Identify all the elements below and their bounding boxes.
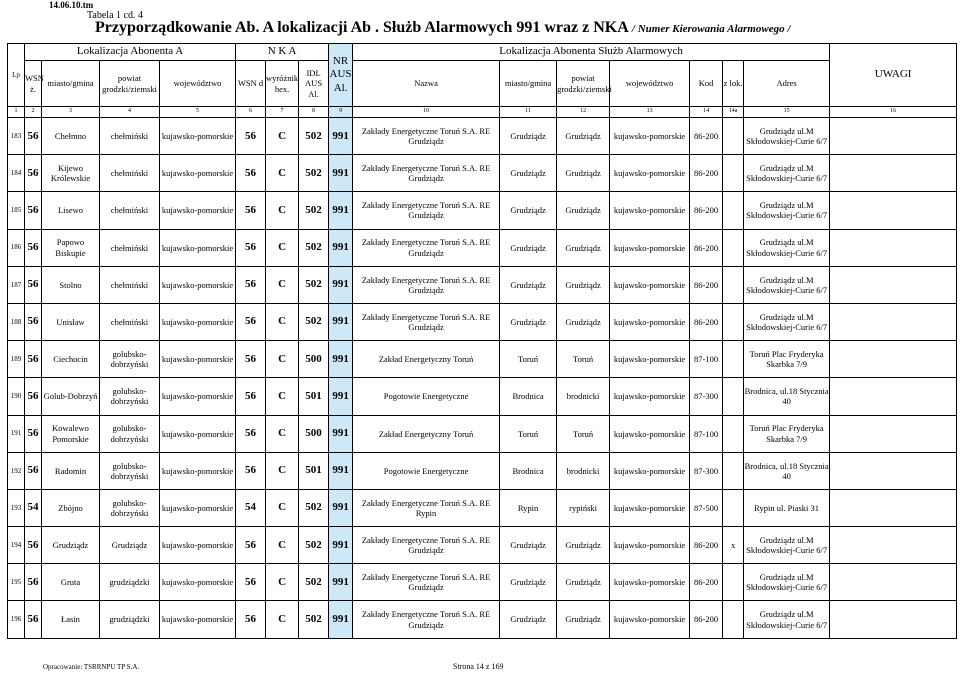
- cell-lp: 194: [8, 527, 25, 564]
- footer-author: Opracowanie: TSRRNPU TP S.A.: [43, 663, 140, 671]
- cell-miasto: Radomin: [42, 452, 100, 489]
- cell-wsn-d: 56: [236, 527, 266, 564]
- cell-wsn-z: 56: [25, 415, 42, 452]
- cell-miasto2: Grudziądz: [500, 564, 557, 601]
- cell-miasto: Ciechocin: [42, 341, 100, 378]
- cell-nr-aus: 991: [329, 118, 353, 155]
- cell-lp: 193: [8, 489, 25, 526]
- header-nazwa: Nazwa: [353, 61, 500, 107]
- cell-wojewodztwo: kujawsko-pomorskie: [160, 341, 236, 378]
- cell-miasto2: Brodnica: [500, 378, 557, 415]
- cell-miasto2: Grudziądz: [500, 118, 557, 155]
- column-number: 14: [690, 107, 723, 118]
- cell-wojewodztwo2: kujawsko-pomorskie: [610, 564, 690, 601]
- cell-wsn-d: 56: [236, 303, 266, 340]
- column-number: 11: [500, 107, 557, 118]
- cell-nr-aus: 991: [329, 303, 353, 340]
- cell-nr-aus: 991: [329, 266, 353, 303]
- cell-wsn-d: 56: [236, 229, 266, 266]
- cell-nr-aus: 991: [329, 378, 353, 415]
- cell-adres: Grudziądz ul.M Skłodowskiej-Curie 6/7: [744, 601, 830, 638]
- cell-lp: 186: [8, 229, 25, 266]
- cell-miasto: Chełmno: [42, 118, 100, 155]
- cell-kod: 86-200: [690, 266, 723, 303]
- table-label: Tabela 1 cd. 4: [87, 10, 143, 21]
- cell-wsn-z: 56: [25, 229, 42, 266]
- cell-powiat: golubsko-dobrzyński: [100, 341, 160, 378]
- cell-nazwa: Zakłady Energetyczne Toruń S.A. RE Grudziądz: [353, 527, 500, 564]
- header-wsn-z: WSN ż.: [25, 61, 42, 107]
- table-row: [8, 192, 957, 229]
- cell-z-lok: x: [723, 527, 744, 564]
- cell-wsn-z: 56: [25, 564, 42, 601]
- cell-powiat2: Grudziądz: [557, 527, 610, 564]
- cell-wojewodztwo2: kujawsko-pomorskie: [610, 601, 690, 638]
- cell-uwagi: [830, 341, 957, 378]
- cell-powiat: golubsko-dobrzyński: [100, 378, 160, 415]
- column-number: 9: [329, 107, 353, 118]
- cell-miasto: Papowo Biskupie: [42, 229, 100, 266]
- cell-wojewodztwo2: kujawsko-pomorskie: [610, 378, 690, 415]
- title-main: Przyporządkowanie Ab. A lokalizacji Ab . Służb Alarmowych 991 wraz z NKA: [95, 19, 628, 36]
- table-row: [8, 601, 957, 638]
- cell-uwagi: [830, 415, 957, 452]
- assignment-table: [7, 43, 957, 639]
- cell-powiat2: Grudziądz: [557, 118, 610, 155]
- cell-miasto2: Grudziądz: [500, 266, 557, 303]
- cell-powiat: chełmiński: [100, 303, 160, 340]
- cell-lp: 190: [8, 378, 25, 415]
- cell-z-lok: [723, 192, 744, 229]
- cell-wojewodztwo: kujawsko-pomorskie: [160, 155, 236, 192]
- cell-wojewodztwo2: kujawsko-pomorskie: [610, 452, 690, 489]
- header-z-lok: z lok.: [723, 61, 744, 107]
- cell-uwagi: [830, 229, 957, 266]
- column-number: 5: [160, 107, 236, 118]
- table-row: [8, 415, 957, 452]
- cell-miasto2: Grudziądz: [500, 229, 557, 266]
- cell-kod: 86-200: [690, 118, 723, 155]
- cell-miasto: Stolno: [42, 266, 100, 303]
- cell-wojewodztwo: kujawsko-pomorskie: [160, 229, 236, 266]
- cell-idl-aus: 502: [299, 489, 329, 526]
- cell-nazwa: Pogotowie Energetyczne: [353, 452, 500, 489]
- cell-wsn-d: 56: [236, 415, 266, 452]
- cell-uwagi: [830, 378, 957, 415]
- cell-adres: Grudziądz ul.M Skłodowskiej-Curie 6/7: [744, 118, 830, 155]
- cell-uwagi: [830, 489, 957, 526]
- column-number: 15: [744, 107, 830, 118]
- cell-nazwa: Zakłady Energetyczne Toruń S.A. RE Grudziądz: [353, 601, 500, 638]
- cell-powiat2: Grudziądz: [557, 266, 610, 303]
- cell-nazwa: Pogotowie Energetyczne: [353, 378, 500, 415]
- header-wojewodztwo: województwo: [160, 61, 236, 107]
- cell-uwagi: [830, 601, 957, 638]
- cell-wojewodztwo2: kujawsko-pomorskie: [610, 155, 690, 192]
- cell-nazwa: Zakład Energetyczny Toruń: [353, 341, 500, 378]
- cell-wsn-z: 56: [25, 266, 42, 303]
- cell-adres: Grudziądz ul.M Skłodowskiej-Curie 6/7: [744, 192, 830, 229]
- cell-kod: 86-200: [690, 601, 723, 638]
- cell-uwagi: [830, 527, 957, 564]
- cell-miasto: Łasin: [42, 601, 100, 638]
- cell-wojewodztwo2: kujawsko-pomorskie: [610, 192, 690, 229]
- cell-lp: 189: [8, 341, 25, 378]
- cell-adres: Grudziądz ul.M Skłodowskiej-Curie 6/7: [744, 527, 830, 564]
- cell-powiat: chełmiński: [100, 155, 160, 192]
- cell-adres: Brodnica, ul.18 Stycznia 40: [744, 378, 830, 415]
- table-row: [8, 155, 957, 192]
- cell-uwagi: [830, 118, 957, 155]
- cell-wsn-d: 56: [236, 378, 266, 415]
- cell-miasto: Grudziądz: [42, 527, 100, 564]
- cell-wojewodztwo: kujawsko-pomorskie: [160, 564, 236, 601]
- cell-wyroznik: C: [266, 192, 299, 229]
- cell-miasto2: Grudziądz: [500, 155, 557, 192]
- cell-adres: Brodnica, ul.18 Stycznia 40: [744, 452, 830, 489]
- cell-z-lok: [723, 155, 744, 192]
- cell-powiat: chełmiński: [100, 229, 160, 266]
- table-row: [8, 266, 957, 303]
- cell-miasto2: Grudziądz: [500, 192, 557, 229]
- cell-wsn-d: 56: [236, 601, 266, 638]
- cell-nr-aus: 991: [329, 452, 353, 489]
- column-number: 7: [266, 107, 299, 118]
- cell-powiat2: Toruń: [557, 415, 610, 452]
- cell-nr-aus: 991: [329, 341, 353, 378]
- table-row: [8, 118, 957, 155]
- cell-wojewodztwo: kujawsko-pomorskie: [160, 415, 236, 452]
- table-row: [8, 452, 957, 489]
- cell-wyroznik: C: [266, 229, 299, 266]
- cell-idl-aus: 502: [299, 527, 329, 564]
- cell-lp: 192: [8, 452, 25, 489]
- column-number: 16: [830, 107, 957, 118]
- cell-nazwa: Zakłady Energetyczne Toruń S.A. RE Grudziądz: [353, 229, 500, 266]
- cell-idl-aus: 500: [299, 415, 329, 452]
- cell-z-lok: [723, 564, 744, 601]
- cell-lp: 196: [8, 601, 25, 638]
- table-row: [8, 303, 957, 340]
- cell-wsn-d: 56: [236, 192, 266, 229]
- cell-lp: 195: [8, 564, 25, 601]
- cell-lp: 185: [8, 192, 25, 229]
- cell-wsn-d: 56: [236, 452, 266, 489]
- cell-powiat2: brodnicki: [557, 452, 610, 489]
- header-wojewodztwo2: województwo: [610, 61, 690, 107]
- cell-idl-aus: 501: [299, 452, 329, 489]
- cell-miasto2: Brodnica: [500, 452, 557, 489]
- cell-lp: 191: [8, 415, 25, 452]
- cell-idl-aus: 502: [299, 564, 329, 601]
- cell-adres: Rypin ul. Piaski 31: [744, 489, 830, 526]
- page-title: [95, 19, 790, 37]
- cell-powiat: Grudziądz: [100, 527, 160, 564]
- cell-wyroznik: C: [266, 564, 299, 601]
- cell-kod: 87-100: [690, 415, 723, 452]
- cell-powiat2: Grudziądz: [557, 192, 610, 229]
- cell-nr-aus: 991: [329, 155, 353, 192]
- cell-uwagi: [830, 452, 957, 489]
- table-row: [8, 341, 957, 378]
- cell-miasto: Zbójno: [42, 489, 100, 526]
- cell-z-lok: [723, 303, 744, 340]
- cell-wsn-z: 54: [25, 489, 42, 526]
- cell-nr-aus: 991: [329, 192, 353, 229]
- group-nka: N K A: [236, 44, 329, 61]
- header-nr-aus: NR AUS Al.: [329, 44, 353, 107]
- cell-wojewodztwo2: kujawsko-pomorskie: [610, 266, 690, 303]
- cell-wsn-z: 56: [25, 155, 42, 192]
- cell-powiat: golubsko-dobrzyński: [100, 489, 160, 526]
- header-wyroznik: wyróżnik hex.: [266, 61, 299, 107]
- header-idl-aus: IDL AUS Al.: [299, 61, 329, 107]
- cell-miasto2: Grudziądz: [500, 527, 557, 564]
- cell-wojewodztwo: kujawsko-pomorskie: [160, 303, 236, 340]
- cell-wojewodztwo2: kujawsko-pomorskie: [610, 341, 690, 378]
- column-number: 6: [236, 107, 266, 118]
- column-number: 8: [299, 107, 329, 118]
- cell-wojewodztwo2: kujawsko-pomorskie: [610, 229, 690, 266]
- cell-powiat: golubsko-dobrzyński: [100, 452, 160, 489]
- cell-powiat: chełmiński: [100, 266, 160, 303]
- group-lokalizacja-sa: Lokalizacja Abonenta Służb Alarmowych: [353, 44, 830, 61]
- cell-adres: Grudziądz ul.M Skłodowskiej-Curie 6/7: [744, 564, 830, 601]
- cell-wojewodztwo: kujawsko-pomorskie: [160, 452, 236, 489]
- cell-wyroznik: C: [266, 452, 299, 489]
- cell-idl-aus: 502: [299, 229, 329, 266]
- cell-lp: 187: [8, 266, 25, 303]
- cell-wyroznik: C: [266, 415, 299, 452]
- cell-powiat: chełmiński: [100, 118, 160, 155]
- cell-wsn-d: 56: [236, 564, 266, 601]
- header-uwagi: UWAGI: [830, 44, 957, 107]
- cell-powiat: chełmiński: [100, 192, 160, 229]
- column-number: 14a: [723, 107, 744, 118]
- title-subtitle: / Numer Kierowania Alarmowego /: [631, 23, 791, 35]
- cell-powiat2: Grudziądz: [557, 564, 610, 601]
- cell-wyroznik: C: [266, 303, 299, 340]
- cell-wyroznik: C: [266, 527, 299, 564]
- cell-nazwa: Zakłady Energetyczne Toruń S.A. RE Grudziądz: [353, 266, 500, 303]
- cell-z-lok: [723, 266, 744, 303]
- cell-miasto2: Grudziądz: [500, 303, 557, 340]
- cell-wojewodztwo: kujawsko-pomorskie: [160, 489, 236, 526]
- header-powiat: powiat grodzki/ziemski: [100, 61, 160, 107]
- column-number-row: [8, 107, 957, 118]
- cell-wsn-d: 56: [236, 341, 266, 378]
- cell-powiat2: brodnicki: [557, 378, 610, 415]
- table-row: [8, 378, 957, 415]
- cell-nazwa: Zakłady Energetyczne Toruń S.A. RE Rypin: [353, 489, 500, 526]
- column-number: 3: [42, 107, 100, 118]
- cell-nr-aus: 991: [329, 564, 353, 601]
- column-number: 4: [100, 107, 160, 118]
- cell-powiat2: Toruń: [557, 341, 610, 378]
- cell-z-lok: [723, 489, 744, 526]
- cell-wsn-z: 56: [25, 452, 42, 489]
- cell-wyroznik: C: [266, 378, 299, 415]
- cell-wojewodztwo: kujawsko-pomorskie: [160, 266, 236, 303]
- cell-kod: 86-200: [690, 229, 723, 266]
- cell-powiat2: rypiński: [557, 489, 610, 526]
- cell-wojewodztwo2: kujawsko-pomorskie: [610, 527, 690, 564]
- cell-wsn-d: 54: [236, 489, 266, 526]
- cell-powiat: grudziądzki: [100, 601, 160, 638]
- cell-nazwa: Zakłady Energetyczne Toruń S.A. RE Grudziądz: [353, 303, 500, 340]
- cell-idl-aus: 502: [299, 266, 329, 303]
- cell-miasto2: Grudziądz: [500, 601, 557, 638]
- cell-wsn-z: 56: [25, 118, 42, 155]
- cell-nr-aus: 991: [329, 229, 353, 266]
- cell-miasto: Kijewo Królewskie: [42, 155, 100, 192]
- cell-nr-aus: 991: [329, 601, 353, 638]
- cell-adres: Toruń Plac Fryderyka Skarbka 7/9: [744, 415, 830, 452]
- cell-nr-aus: 991: [329, 489, 353, 526]
- cell-adres: Grudziądz ul.M Skłodowskiej-Curie 6/7: [744, 155, 830, 192]
- cell-kod: 86-200: [690, 303, 723, 340]
- cell-idl-aus: 500: [299, 341, 329, 378]
- cell-idl-aus: 502: [299, 303, 329, 340]
- cell-miasto: Lisewo: [42, 192, 100, 229]
- cell-wojewodztwo2: kujawsko-pomorskie: [610, 118, 690, 155]
- cell-wojewodztwo: kujawsko-pomorskie: [160, 378, 236, 415]
- cell-wojewodztwo2: kujawsko-pomorskie: [610, 415, 690, 452]
- cell-kod: 86-200: [690, 564, 723, 601]
- cell-adres: Grudziądz ul.M Skłodowskiej-Curie 6/7: [744, 229, 830, 266]
- cell-kod: 87-300: [690, 378, 723, 415]
- column-number: 2: [25, 107, 42, 118]
- cell-wyroznik: C: [266, 601, 299, 638]
- cell-uwagi: [830, 564, 957, 601]
- cell-powiat2: Grudziądz: [557, 155, 610, 192]
- cell-powiat2: Grudziądz: [557, 303, 610, 340]
- cell-wsn-d: 56: [236, 118, 266, 155]
- cell-kod: 87-300: [690, 452, 723, 489]
- cell-idl-aus: 502: [299, 155, 329, 192]
- column-number: 10: [353, 107, 500, 118]
- header-miasto2: miasto/gmina: [500, 61, 557, 107]
- cell-adres: Grudziądz ul.M Skłodowskiej-Curie 6/7: [744, 303, 830, 340]
- cell-wyroznik: C: [266, 155, 299, 192]
- cell-miasto: Golub-Dobrzyń: [42, 378, 100, 415]
- cell-uwagi: [830, 155, 957, 192]
- cell-adres: Toruń Plac Fryderyka Skarbka 7/9: [744, 341, 830, 378]
- cell-nazwa: Zakłady Energetyczne Toruń S.A. RE Grudziądz: [353, 155, 500, 192]
- cell-kod: 86-200: [690, 192, 723, 229]
- cell-kod: 86-200: [690, 527, 723, 564]
- cell-lp: 188: [8, 303, 25, 340]
- cell-idl-aus: 502: [299, 192, 329, 229]
- cell-nazwa: Zakłady Energetyczne Toruń S.A. RE Grudziądz: [353, 118, 500, 155]
- column-number: 1: [8, 107, 25, 118]
- cell-uwagi: [830, 266, 957, 303]
- cell-lp: 184: [8, 155, 25, 192]
- cell-powiat2: Grudziądz: [557, 229, 610, 266]
- footer-page-number: Strona 14 z 169: [453, 662, 504, 671]
- cell-wsn-d: 56: [236, 266, 266, 303]
- group-lokalizacja-a: Lokalizacja Abonenta A: [25, 44, 236, 61]
- cell-miasto: Gruta: [42, 564, 100, 601]
- cell-wojewodztwo: kujawsko-pomorskie: [160, 118, 236, 155]
- cell-idl-aus: 501: [299, 378, 329, 415]
- cell-wsn-d: 56: [236, 155, 266, 192]
- column-number: 12: [557, 107, 610, 118]
- header-powiat2: powiat grodzki/ziemski: [557, 61, 610, 107]
- cell-miasto2: Rypin: [500, 489, 557, 526]
- cell-wyroznik: C: [266, 341, 299, 378]
- cell-wsn-z: 56: [25, 192, 42, 229]
- cell-wojewodztwo2: kujawsko-pomorskie: [610, 489, 690, 526]
- cell-nr-aus: 991: [329, 527, 353, 564]
- cell-powiat: golubsko-dobrzyński: [100, 415, 160, 452]
- header-wsn-d: WSN d: [236, 61, 266, 107]
- cell-wsn-z: 56: [25, 527, 42, 564]
- cell-z-lok: [723, 601, 744, 638]
- cell-wojewodztwo: kujawsko-pomorskie: [160, 527, 236, 564]
- cell-powiat: grudziądzki: [100, 564, 160, 601]
- cell-wyroznik: C: [266, 118, 299, 155]
- column-number: 13: [610, 107, 690, 118]
- table-row: [8, 527, 957, 564]
- cell-z-lok: [723, 415, 744, 452]
- cell-lp: 183: [8, 118, 25, 155]
- cell-z-lok: [723, 452, 744, 489]
- cell-wojewodztwo: kujawsko-pomorskie: [160, 192, 236, 229]
- cell-wsn-z: 56: [25, 601, 42, 638]
- cell-z-lok: [723, 118, 744, 155]
- cell-adres: Grudziądz ul.M Skłodowskiej-Curie 6/7: [744, 266, 830, 303]
- cell-nr-aus: 991: [329, 415, 353, 452]
- header-lp: Lp: [8, 44, 25, 107]
- document-date: 14.06.10.tm: [49, 0, 94, 10]
- cell-powiat2: Grudziądz: [557, 601, 610, 638]
- cell-wsn-z: 56: [25, 378, 42, 415]
- header-miasto: miasto/gmina: [42, 61, 100, 107]
- cell-wsn-z: 56: [25, 341, 42, 378]
- cell-miasto2: Toruń: [500, 415, 557, 452]
- table-row: [8, 229, 957, 266]
- cell-kod: 86-200: [690, 155, 723, 192]
- cell-wojewodztwo: kujawsko-pomorskie: [160, 601, 236, 638]
- cell-nazwa: Zakłady Energetyczne Toruń S.A. RE Grudziądz: [353, 192, 500, 229]
- header-adres: Adres: [744, 61, 830, 107]
- cell-uwagi: [830, 192, 957, 229]
- cell-z-lok: [723, 378, 744, 415]
- cell-idl-aus: 502: [299, 601, 329, 638]
- cell-nazwa: Zakłady Energetyczne Toruń S.A. RE Grudziądz: [353, 564, 500, 601]
- cell-miasto2: Toruń: [500, 341, 557, 378]
- cell-z-lok: [723, 229, 744, 266]
- cell-z-lok: [723, 341, 744, 378]
- cell-wyroznik: C: [266, 266, 299, 303]
- cell-idl-aus: 502: [299, 118, 329, 155]
- cell-kod: 87-100: [690, 341, 723, 378]
- cell-nazwa: Zakład Energetyczny Toruń: [353, 415, 500, 452]
- header-kod: Kod: [690, 61, 723, 107]
- cell-wyroznik: C: [266, 489, 299, 526]
- cell-kod: 87-500: [690, 489, 723, 526]
- cell-miasto: Kowalewo Pomorskie: [42, 415, 100, 452]
- cell-uwagi: [830, 303, 957, 340]
- cell-wsn-z: 56: [25, 303, 42, 340]
- cell-wojewodztwo2: kujawsko-pomorskie: [610, 303, 690, 340]
- table-row: [8, 489, 957, 526]
- table-row: [8, 564, 957, 601]
- cell-miasto: Unisław: [42, 303, 100, 340]
